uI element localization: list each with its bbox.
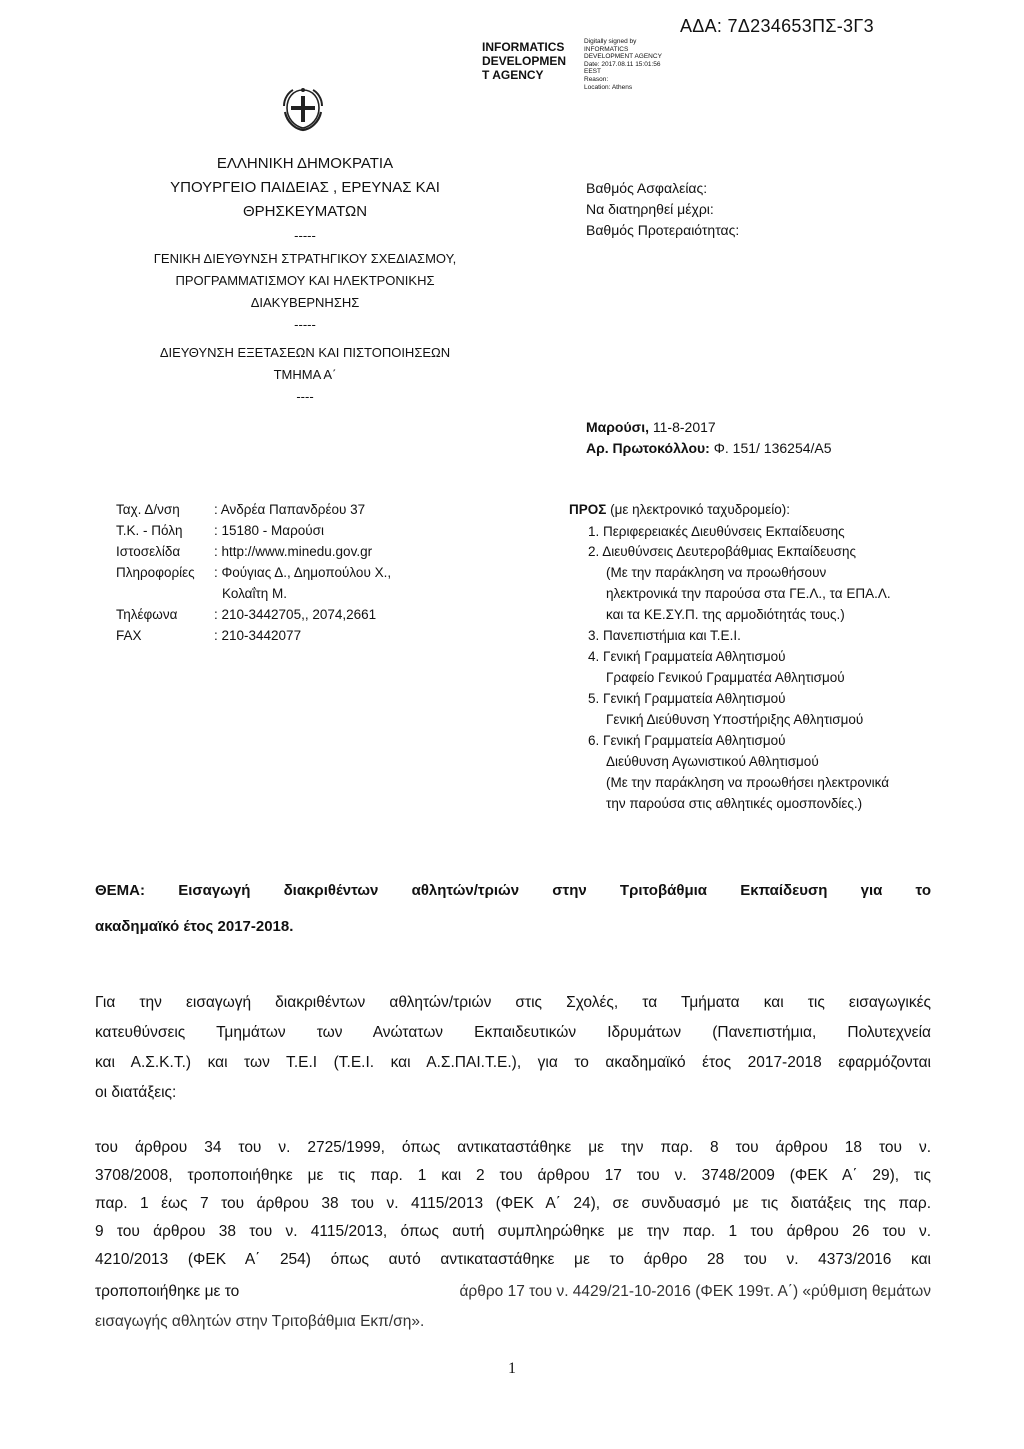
- recipient-note: την παρούσα στις αθλητικές ομοσπονδίες.): [606, 796, 863, 811]
- contact-address-value: : Ανδρέα Παπανδρέου 37: [214, 502, 366, 517]
- recipient-item: 1. Περιφερειακές Διευθύνσεις Εκπαίδευσης: [588, 524, 845, 539]
- date: 11-8-2017: [652, 419, 716, 435]
- recipient-sub: Διεύθυνση Αγωνιστικού Αθλητισμού: [606, 754, 819, 769]
- recipient-item: 4. Γενική Γραμματεία Αθλητισμού: [588, 649, 786, 664]
- signature-org-line: INFORMATICS: [482, 40, 565, 54]
- header-republic: ΕΛΛΗΝΙΚΗ ΔΗΜΟΚΡΑΤΙΑ: [216, 155, 394, 172]
- recipient-note: (Με την παράκληση να προωθήσει ηλεκτρονικά: [606, 775, 890, 790]
- signature-detail-line: Reason:: [584, 75, 609, 83]
- header-separator: -----: [294, 228, 316, 243]
- header-separator: -----: [294, 317, 316, 332]
- body-text-line: 9 του άρθρου 38 του ν. 4115/2013, όπως αυτή συμπληρώθηκε με την παρ. 1 του άρθρου 26 του ν.: [95, 1223, 931, 1240]
- signature-details: [584, 38, 662, 91]
- greek-coat-of-arms-icon: [281, 86, 325, 132]
- contact-info-value: : Φούγιας Δ., Δημοπούλου Χ.,: [214, 565, 392, 580]
- recipient-note: και τα ΚΕ.ΣΥ.Π. της αρμοδιότητάς τους.): [606, 607, 845, 622]
- recipients-heading: [569, 502, 790, 517]
- signature-org-line: T AGENCY: [482, 68, 544, 82]
- recipient-note: (Με την παράκληση να προωθήσουν: [606, 565, 827, 580]
- body-text-part: τροποποιήθηκε με το: [95, 1283, 240, 1300]
- recipient-sub: Γραφείο Γενικού Γραμματέα Αθλητισμού: [606, 670, 845, 685]
- place-date: [586, 419, 716, 435]
- body-text-line: Για την εισαγωγή διακριθέντων αθλητών/τριών στις Σχολές, τα Τμήματα και τις εισαγωγικές: [95, 994, 931, 1011]
- header-ministry-line: ΥΠΟΥΡΓΕΙΟ ΠΑΙΔΕΙΑΣ , ΕΡΕΥΝΑΣ ΚΑΙ: [170, 179, 440, 196]
- security-level-label: Βαθμός Ασφαλείας:: [586, 180, 708, 196]
- signature-detail-line: Date: 2017.08.11 15:01:56: [584, 60, 661, 68]
- signature-detail-line: INFORMATICS: [584, 45, 629, 53]
- body-text-line: 4210/2013 (ΦΕΚ Α΄ 254) όπως αυτό αντικαταστάθηκε με το άρθρο 28 του ν. 4373/2016 και: [95, 1251, 931, 1268]
- subject-line: ΘΕΜΑ: Εισαγωγή διακριθέντων αθλητών/τριών στην Τριτοβάθμια Εκπαίδευση για το: [95, 882, 931, 899]
- body-text-line: οι διατάξεις:: [95, 1084, 177, 1101]
- recipient-item: 6. Γενική Γραμματεία Αθλητισμού: [588, 733, 786, 748]
- recipient-item: 5. Γενική Γραμματεία Αθλητισμού: [588, 691, 786, 706]
- protocol-value: Φ. 151/ 136254/Α5: [713, 440, 832, 456]
- recipients-to-label: ΠΡΟΣ: [569, 502, 607, 517]
- signature-org-line: DEVELOPMEN: [482, 54, 567, 68]
- recipient-sub: Γενική Διεύθυνση Υποστήριξης Αθλητισμού: [606, 712, 864, 727]
- body-text-line: 3708/2008, τροποποιήθηκε με τις παρ. 1 και 2 του άρθρου 17 του ν. 3748/2009 (ΦΕΚ Α΄ 29), τις: [95, 1167, 931, 1184]
- header-general-directorate-line: ΓΕΝΙΚΗ ΔΙΕΥΘΥΝΣΗ ΣΤΡΑΤΗΓΙΚΟΥ ΣΧΕΔΙΑΣΜΟΥ,: [153, 251, 457, 266]
- recipient-note: ηλεκτρονικά την παρούσα στα ΓΕ.Λ., τα ΕΠΑ.Λ.: [606, 586, 891, 601]
- contact-city-label: Τ.Κ. - Πόλη: [116, 523, 183, 538]
- body-text-part: άρθρο 17 του ν. 4429/21-10-2016 (ΦΕΚ 199τ. Α΄) «ρύθμιση θεμάτων: [459, 1283, 931, 1300]
- priority-label: Βαθμός Προτεραιότητας:: [586, 222, 740, 238]
- header-general-directorate-line: ΔΙΑΚΥΒΕΡΝΗΣΗΣ: [250, 295, 360, 310]
- ada-code: ΑΔΑ: 7Δ234653ΠΣ-3Γ3: [680, 16, 874, 36]
- contact-phone-label: Τηλέφωνα: [116, 607, 178, 622]
- body-text-line: παρ. 1 έως 7 του άρθρου 38 του ν. 4115/2013 (ΦΕΚ Α΄ 24), σε συνδυασμό με τις διατάξεις της παρ.: [95, 1195, 931, 1212]
- recipients-to-note: (με ηλεκτρονικό ταχυδρομείο):: [606, 502, 790, 517]
- signature-detail-line: DEVELOPMENT AGENCY: [584, 53, 662, 61]
- signature-org: [482, 40, 566, 82]
- protocol-number: [586, 440, 832, 456]
- signature-detail-line: Digitally signed by: [584, 38, 637, 45]
- contact-phone-value: : 210-3442705,, 2074,2661: [214, 607, 377, 622]
- place: Μαρούσι,: [586, 419, 649, 435]
- body-text-line: εισαγωγής αθλητών στην Τριτοβάθμια Εκπ/ση».: [95, 1313, 425, 1330]
- contact-info-value: Κολαΐτη Μ.: [222, 586, 288, 601]
- keep-until-label: Να διατηρηθεί μέχρι:: [586, 201, 714, 217]
- signature-detail-line: EEST: [584, 68, 601, 76]
- body-text-line: [95, 1283, 931, 1301]
- header-ministry-line: ΘΡΗΣΚΕΥΜΑΤΩΝ: [242, 203, 368, 220]
- contact-address-label: Ταχ. Δ/νση: [116, 502, 180, 517]
- contact-fax-label: FAX: [116, 628, 142, 643]
- recipient-item: 3. Πανεπιστήμια και Τ.Ε.Ι.: [588, 628, 741, 643]
- contact-fax-value: : 210-3442077: [214, 628, 302, 643]
- subject-line: ακαδημαϊκό έτος 2017-2018.: [95, 918, 294, 935]
- signature-detail-line: Location: Athens: [584, 83, 633, 91]
- body-text-line: κατευθύνσεις Τμημάτων των Ανώτατων Εκπαιδευτικών Ιδρυμάτων (Πανεπιστήμια, Πολυτεχνεία: [95, 1024, 931, 1041]
- contact-web-value[interactable]: : http://www.minedu.gov.gr: [214, 544, 373, 559]
- contact-web-label: Ιστοσελίδα: [116, 544, 181, 559]
- recipient-item: 2. Διευθύνσεις Δευτεροβάθμιας Εκπαίδευσης: [588, 544, 857, 559]
- body-text-line: και Α.Σ.Κ.Τ.) και των Τ.Ε.Ι (Τ.Ε.Ι. και Α.Σ.ΠΑΙ.Τ.Ε.), για το ακαδημαϊκό έτος 2017-2018 εφαρμόζονται: [95, 1054, 931, 1071]
- protocol-label: Αρ. Πρωτοκόλλου:: [586, 440, 710, 456]
- header-separator: ----: [296, 389, 314, 404]
- contact-info-label: Πληροφορίες: [116, 565, 195, 580]
- body-text-line: του άρθρου 34 του ν. 2725/1999, όπως αντικαταστάθηκε με την παρ. 8 του άρθρου 18 του ν.: [95, 1139, 931, 1156]
- header-department: ΤΜΗΜΑ Α΄: [273, 367, 337, 382]
- header-directorate-line: ΔΙΕΥΘΥΝΣΗ ΕΞΕΤΑΣΕΩΝ ΚΑΙ ΠΙΣΤΟΠΟΙΗΣΕΩΝ: [159, 345, 451, 360]
- contact-city-value: : 15180 - Μαρούσι: [214, 523, 324, 538]
- header-general-directorate-line: ΠΡΟΓΡΑΜΜΑΤΙΣΜΟΥ ΚΑΙ ΗΛΕΚΤΡΟΝΙΚΗΣ: [175, 273, 435, 288]
- page-number: 1: [508, 1360, 516, 1377]
